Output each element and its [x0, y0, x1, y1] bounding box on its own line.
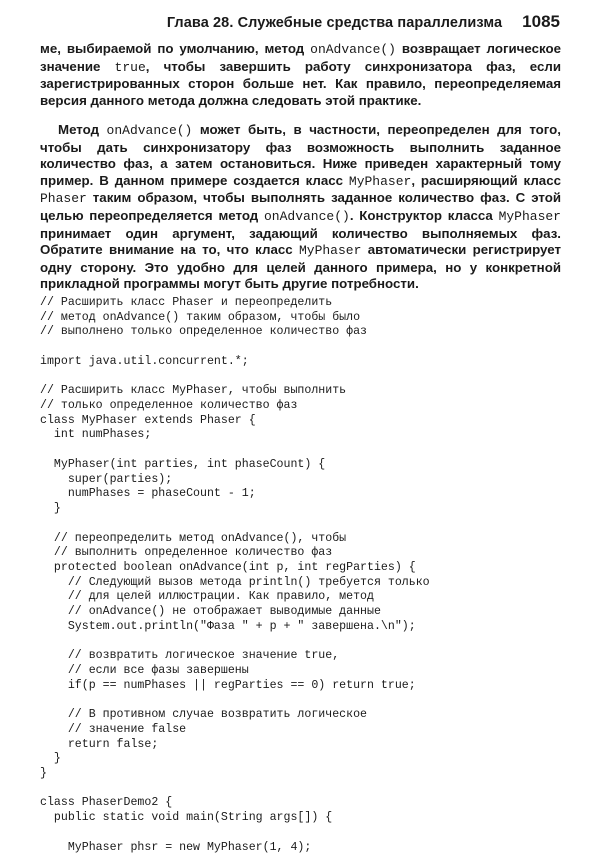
- code-line: protected boolean onAdvance(int p, int regParties) {: [40, 560, 416, 574]
- code-line: MyPhaser(int parties, int phaseCount) {: [40, 457, 326, 471]
- text-run: Метод: [58, 122, 107, 137]
- code-line: // onAdvance() не отображает выводимые данные: [40, 605, 381, 619]
- inline-code: true: [114, 59, 146, 75]
- text-run: автоматически регистрирует одну сторону. Это удобно для целей данного примера, но у конкретной прикладной программы могут быть другие потребности.: [40, 242, 561, 292]
- code-line: // если все фазы завершены: [40, 663, 249, 677]
- code-line: // метод onAdvance() таким образом, чтобы было: [40, 310, 361, 324]
- code-line: // переопределить метод onAdvance(), чтобы: [40, 531, 347, 545]
- code-line: }: [40, 767, 47, 780]
- text-run: может быть, в частности, переопределен для того, чтобы дать синхронизатору фаз возможность выполнить заданное количество фаз, а затем остановиться. Ниже приведен характерный тому пример. В данном примере создается класс: [40, 122, 561, 188]
- inline-code: MyPhaser: [348, 173, 412, 189]
- code-line: // выполнить определенное количество фаз: [40, 546, 333, 560]
- code-line: if(p == numPhases || regParties == 0) return true;: [40, 678, 416, 692]
- code-line: super(parties);: [40, 472, 173, 486]
- inline-code: onAdvance(): [264, 208, 350, 224]
- code-line: }: [40, 752, 61, 766]
- inline-code: onAdvance(): [106, 123, 193, 138]
- inline-code: MyPhaser: [298, 243, 362, 259]
- code-line: // для целей иллюстрации. Как правило, метод: [40, 590, 374, 604]
- inline-code: Phaser: [40, 191, 87, 207]
- code-line: // Следующий вызов метода println() требуется только: [40, 575, 430, 589]
- chapter-title: Глава 28. Служебные средства параллелизма: [166, 15, 503, 31]
- page-header: [0, 12, 560, 32]
- code-line: // значение false: [40, 722, 187, 736]
- inline-code: MyPhaser: [498, 208, 561, 224]
- text-run: , расширяющий класс: [411, 172, 561, 188]
- code-line: // Расширить класс MyPhaser, чтобы выполнить: [40, 384, 347, 398]
- code-line: // Расширить класс Phaser и переопределить: [40, 296, 333, 309]
- code-line: numPhases = phaseCount - 1;: [40, 487, 256, 501]
- paragraph-continuation: [40, 41, 561, 109]
- page-number: 1085: [522, 12, 560, 31]
- text-run: . Конструктор класса: [349, 207, 499, 223]
- code-line: MyPhaser phsr = new MyPhaser(1, 4);: [40, 840, 312, 854]
- text-run: таким образом, чтобы выполнять заданное количество фаз. С этой целью переопределяется метод: [40, 190, 561, 223]
- code-listing: [40, 296, 430, 855]
- code-line: // В противном случае возвратить логическое: [40, 708, 367, 722]
- text-run: возвращает логическое значение: [40, 41, 561, 74]
- inline-code: onAdvance(): [310, 42, 396, 57]
- paragraph-onadvance: [40, 122, 561, 293]
- text-run: ме, выбираемой по умолчанию, метод: [40, 41, 311, 56]
- code-line: int numPhases;: [40, 428, 152, 442]
- code-line: // выполнено только определенное количество фаз: [40, 325, 367, 339]
- code-line: }: [40, 502, 61, 516]
- text-run: , чтобы завершить работу синхронизатора фаз, если зарегистрированных сторон больше нет. Как правило, переопределяемая версия данного метода должна следовать этой практике.: [40, 58, 561, 108]
- code-line: public static void main(String args[]) {: [40, 811, 333, 825]
- code-line: System.out.println("Фаза " + p + " завершена.\n");: [40, 619, 416, 633]
- code-line: class MyPhaser extends Phaser {: [40, 413, 256, 427]
- text-run: принимает один аргумент, задающий количество выполняемых фаз. Обратите внимание на то, что класс: [40, 225, 561, 258]
- code-line: class PhaserDemo2 {: [40, 796, 173, 810]
- code-line: // возвратить логическое значение true,: [40, 649, 340, 663]
- code-line: import java.util.concurrent.*;: [40, 354, 249, 368]
- code-line: // только определенное количество фаз: [40, 399, 298, 413]
- code-line: return false;: [40, 737, 159, 751]
